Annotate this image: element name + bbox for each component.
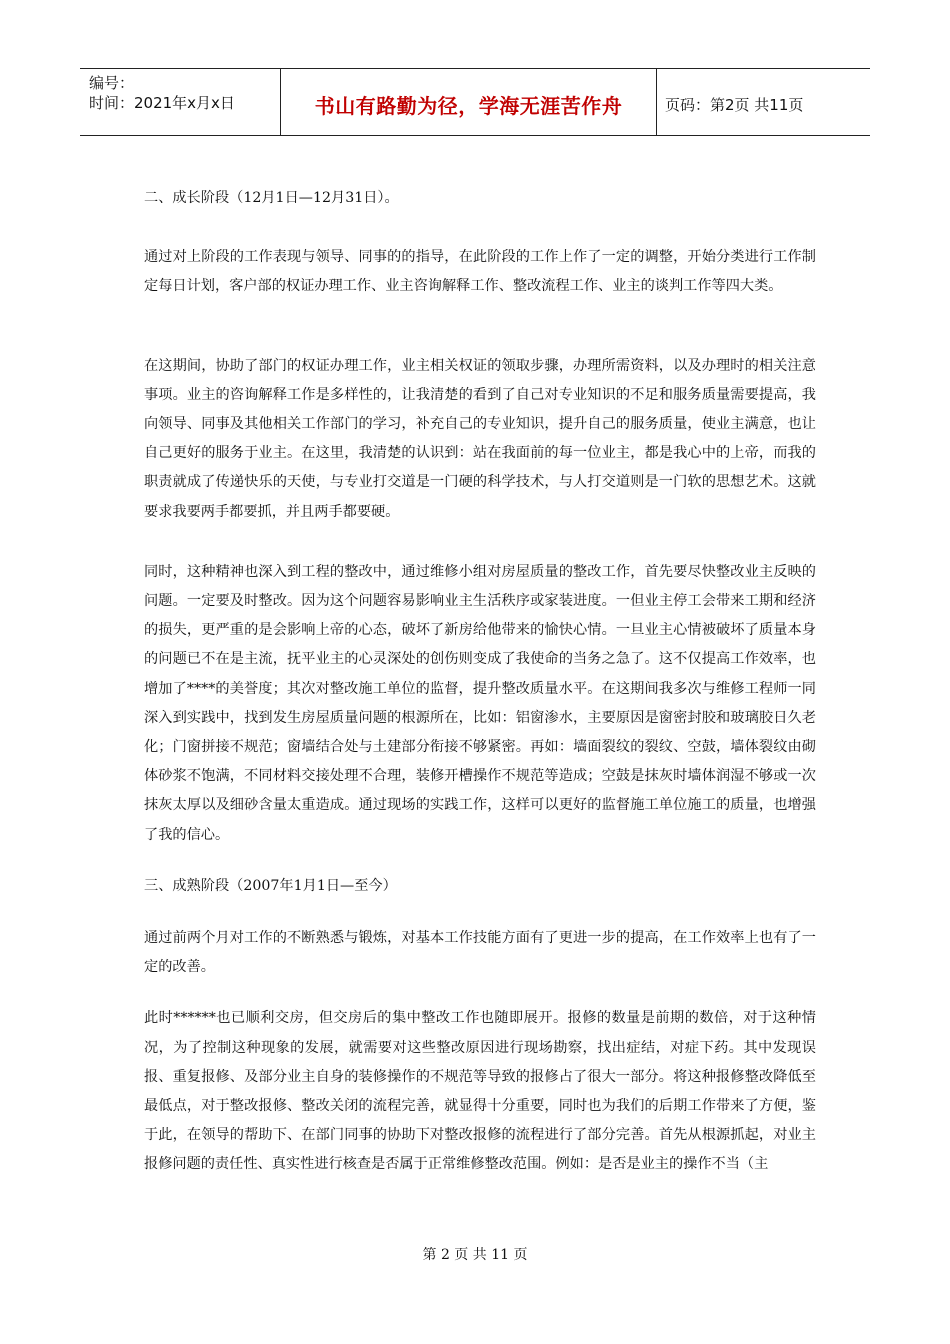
body-paragraph: 通过对上阶段的工作表现与领导、同事的的指导，在此阶段的工作上作了一定的调整，开始分类进行工作制定每日计划，客户部的权证办理工作、业主咨询解释工作、整改流程工作、业主的谈判工作等四大类。 [144,249,816,295]
header-motto-cell [281,69,657,135]
document-number-label: 编号： [89,74,135,92]
footer-page-number: 第 2 页 共 11 页 [422,1247,528,1263]
document-time-label: 时间：2021年x月x日 [89,94,235,112]
body-paragraph: 同时，这种精神也深入到工程的整改中，通过维修小组对房屋质量的整改工作，首先要尽快整改业主反映的问题。一定要及时整改。因为这个问题容易影响业主生活秩序或家装进度。一但业主停工会带来工期和经济的损失，更严重的是会影响上帝的心态，破坏了新房给他带来的愉快心情。一旦业主心情被破坏了质量本身的问题已不在是主流，抚平业主的心灵深处的创伤则变成了我使命的当务之急了。这不仅提高工作效率，也增加了****的美誉度；其次对整改施工单位的监督，提升整改质量水平。在这期间我多次与维修工程师一同深入到实践中，找到发生房屋质量问题的根源所在，比如：铝窗渗水，主要原因是窗密封胶和玻璃胶日久老化；门窗拼接不规范；窗墙结合处与土建部分衔接不够紧密。再如：墙面裂纹的裂纹、空鼓，墙体裂纹由砌体砂浆不饱满，不同材料交接处理不合理，装修开槽操作不规范等造成；空鼓是抹灰时墙体润湿不够或一次抹灰太厚以及细砂含量太重造成。通过现场的实践工作，这样可以更好的监督施工单位施工的质量，也增强了我的信心。 [144,563,816,843]
body-paragraph: 通过前两个月对工作的不断熟悉与锻炼，对基本工作技能方面有了更进一步的提高，在工作效率上也有了一定的改善。 [144,930,816,976]
document-body [144,184,816,1180]
section-heading-growth: 二、成长阶段（12月1日—12月31日）。 [144,190,399,206]
header-meta-cell [80,69,281,135]
header-page-code: 页码：第2页 共11页 [665,95,804,114]
header-motto: 书山有路勤为径，学海无涯苦作舟 [314,93,623,118]
page-header [80,68,870,136]
body-paragraph: 此时******也已顺利交房，但交房后的集中整改工作也随即展开。报修的数量是前期的数倍，对于这种情况，为了控制这种现象的发展，就需要对这些整改原因进行现场勘察，找出症结，对症下药。其中发现误报、重复报修、及部分业主自身的装修操作的不规范等导致的报修占了很大一部分。将这种报修整改降低至最低点，对于整改报修、整改关闭的流程完善，就显得十分重要，同时也为我们的后期工作带来了方便，鉴于此，在领导的帮助下、在部门同事的协助下对整改报修的流程进行了部分完善。首先从根源抓起，对业主报修问题的责任性、真实性进行核查是否属于正常维修整改范围。例如：是否是业主的操作不当（主 [144,1010,816,1173]
section-heading-mature: 三、成熟阶段（2007年1月1日—至今） [144,877,397,894]
header-page-cell [657,69,870,135]
page-footer [0,1244,950,1264]
body-paragraph: 在这期间，协助了部门的权证办理工作，业主相关权证的领取步骤，办理所需资料，以及办理时的相关注意事项。业主的咨询解释工作是多样性的，让我清楚的看到了自己对专业知识的不足和服务质量需要提高，我向领导、同事及其他相关工作部门的学习，补充自己的专业知识，提升自己的服务质量，使业主满意，也让自己更好的服务于业主。在这里，我清楚的认识到：站在我面前的每一位业主，都是我心中的上帝，而我的职责就成了传递快乐的天使，与专业打交道是一门硬的科学技术，与人打交道则是一门软的思想艺术。这就要求我要两手都要抓，并且两手都要硬。 [144,357,816,520]
